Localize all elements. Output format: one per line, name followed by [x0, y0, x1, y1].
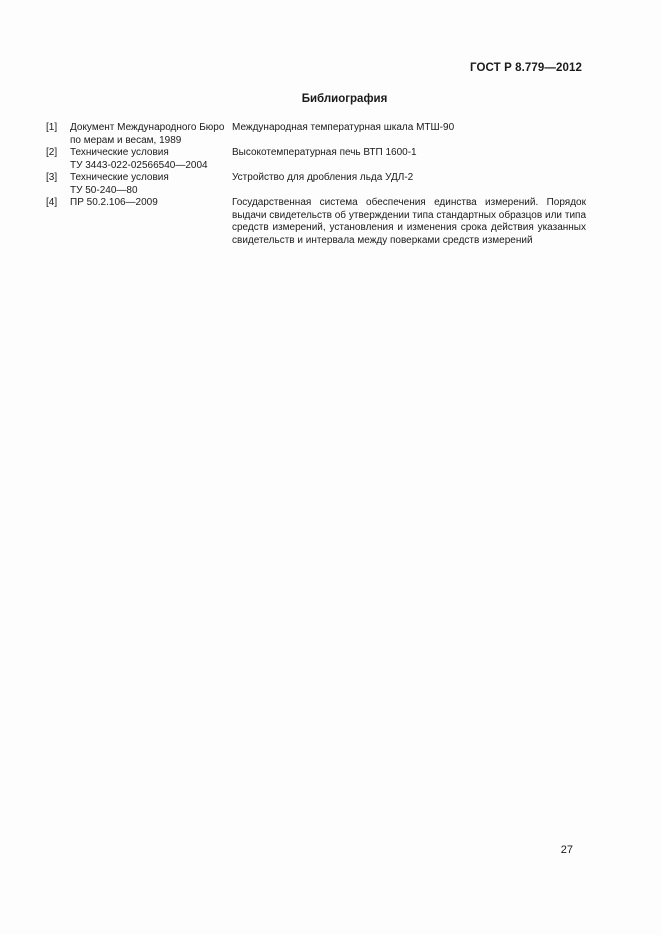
- entry-description: Государственная система обеспечения единства измерений. Порядок выдачи свидетельств об утверждении типа стандартных образцов или типа средств измерений, установления и изменения срока действия указанных свидетельств и интервала между поверками средств измерений: [232, 197, 586, 246]
- bibliography-entry: [46, 197, 586, 247]
- entry-source: Документ Международного Бюро по мерам и весам, 1989: [70, 122, 225, 146]
- entry-source: Технические условия ТУ 3443-022-02566540—2004: [70, 147, 208, 171]
- entry-description: Высокотемпературная печь ВТП 1600-1: [232, 147, 417, 158]
- entry-number: [2]: [46, 147, 58, 158]
- entry-description: Международная температурная шкала МТШ-90: [232, 122, 455, 133]
- standard-code-header: ГОСТ Р 8.779—2012: [470, 62, 582, 74]
- entry-number: [4]: [46, 197, 58, 208]
- bibliography-list: [46, 122, 586, 247]
- section-title: Библиография: [301, 93, 388, 105]
- bibliography-entry: [46, 122, 586, 147]
- entry-source: Технические условия ТУ 50-240—80: [70, 172, 169, 196]
- bibliography-entry: [46, 147, 586, 172]
- entry-source: ПР 50.2.106—2009: [70, 197, 158, 208]
- page-number: 27: [560, 844, 573, 856]
- entry-number: [3]: [46, 172, 58, 183]
- entry-description: Устройство для дробления льда УДЛ-2: [232, 172, 414, 183]
- bibliography-entry: [46, 172, 586, 197]
- entry-number: [1]: [46, 122, 58, 133]
